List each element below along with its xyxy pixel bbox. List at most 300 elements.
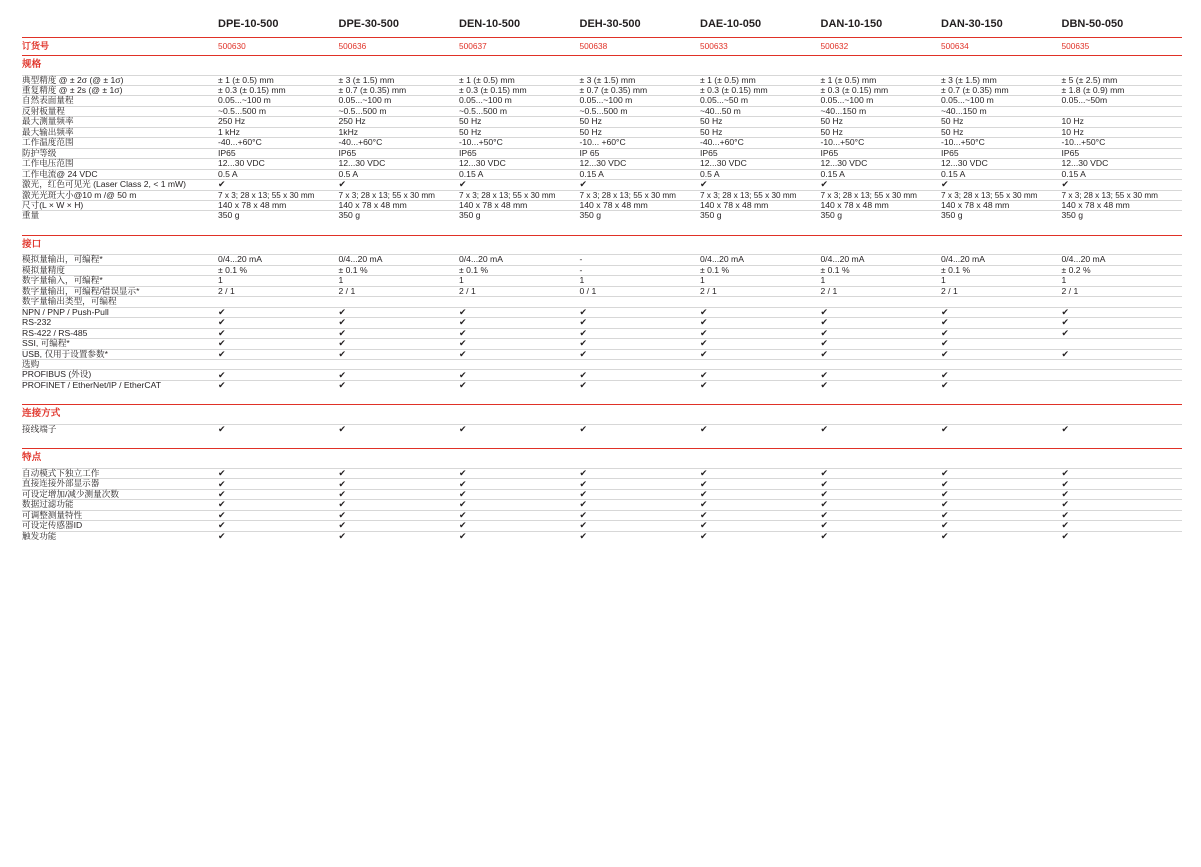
spec-value: 2 / 1 — [1062, 286, 1183, 296]
section-title-filler — [941, 449, 1062, 469]
check-mark: ✔ — [941, 307, 1062, 317]
check-mark: ✔ — [459, 180, 580, 190]
spec-value: 12...30 VDC — [218, 159, 339, 169]
spec-value — [339, 359, 460, 369]
spec-value — [459, 359, 580, 369]
check-mark: ✔ — [821, 370, 942, 380]
check-mark — [1062, 339, 1183, 349]
section-title: 规格 — [22, 55, 218, 75]
check-mark: ✔ — [339, 500, 460, 510]
row-label: 尺寸(L × W × H) — [22, 200, 218, 210]
check-mark: ✔ — [580, 479, 701, 489]
check-mark — [1062, 370, 1183, 380]
spec-value: 12...30 VDC — [941, 159, 1062, 169]
check-mark: ✔ — [941, 521, 1062, 531]
spec-value: 0.15 A — [580, 169, 701, 179]
section-title-filler — [580, 55, 701, 75]
check-mark: ✔ — [941, 468, 1062, 478]
section-title-filler — [459, 449, 580, 469]
check-mark: ✔ — [580, 318, 701, 328]
check-mark: ✔ — [821, 307, 942, 317]
spec-value — [941, 359, 1062, 369]
spec-row — [22, 265, 1182, 275]
spec-value: IP 65 — [580, 148, 701, 158]
spec-value: 50 Hz — [700, 127, 821, 137]
spec-value: 7 x 3; 28 x 13; 55 x 30 mm — [1062, 190, 1183, 200]
section-title-filler — [941, 235, 1062, 255]
spec-value — [218, 297, 339, 307]
spec-value — [941, 297, 1062, 307]
spacer-cell — [22, 434, 1182, 449]
spec-value: 0.15 A — [1062, 169, 1183, 179]
section-spacer — [22, 390, 1182, 405]
spec-value: ± 0.7 (± 0.35) mm — [580, 85, 701, 95]
spec-row — [22, 479, 1182, 489]
check-mark: ✔ — [218, 500, 339, 510]
row-label: 订货号 — [22, 38, 218, 56]
check-mark: ✔ — [339, 180, 460, 190]
spec-value: 140 x 78 x 48 mm — [339, 200, 460, 210]
check-mark: ✔ — [821, 531, 942, 541]
check-mark: ✔ — [1062, 468, 1183, 478]
check-mark: ✔ — [700, 180, 821, 190]
spec-value: 0.05...~100 m — [459, 96, 580, 106]
check-mark: ✔ — [1062, 531, 1183, 541]
spec-row — [22, 190, 1182, 200]
check-mark: ✔ — [941, 328, 1062, 338]
check-mark: ✔ — [1062, 489, 1183, 499]
spec-value: 140 x 78 x 48 mm — [580, 200, 701, 210]
spec-row — [22, 200, 1182, 210]
check-mark: ✔ — [1062, 510, 1183, 520]
spec-value: 2 / 1 — [459, 286, 580, 296]
spec-row — [22, 297, 1182, 307]
section-title-row — [22, 449, 1182, 469]
section-title-filler — [1062, 55, 1183, 75]
check-mark: ✔ — [580, 328, 701, 338]
order-number-value: 500635 — [1062, 38, 1183, 56]
spec-value: 140 x 78 x 48 mm — [459, 200, 580, 210]
spec-value: 350 g — [459, 211, 580, 221]
row-label: 模拟量精度 — [22, 265, 218, 275]
section-title-row — [22, 55, 1182, 75]
spec-value: 50 Hz — [459, 117, 580, 127]
spec-value: ± 0.2 % — [1062, 265, 1183, 275]
row-label: 激光，红色可见光 (Laser Class 2, < 1 mW) — [22, 180, 218, 190]
spec-value: 350 g — [218, 211, 339, 221]
check-mark: ✔ — [580, 531, 701, 541]
spec-value: 0/4...20 mA — [459, 255, 580, 265]
section-title-filler — [700, 405, 821, 425]
check-mark: ✔ — [218, 339, 339, 349]
section-spacer — [22, 221, 1182, 236]
spec-value: ~40...150 m — [821, 106, 942, 116]
check-mark: ✔ — [339, 318, 460, 328]
check-mark: ✔ — [339, 521, 460, 531]
spec-value: 0/4...20 mA — [1062, 255, 1183, 265]
check-mark: ✔ — [580, 307, 701, 317]
check-mark: ✔ — [339, 531, 460, 541]
spec-value: 0.15 A — [821, 169, 942, 179]
check-mark: ✔ — [821, 349, 942, 359]
spec-value: 2 / 1 — [339, 286, 460, 296]
spec-row — [22, 307, 1182, 317]
spec-row — [22, 349, 1182, 359]
section-title: 特点 — [22, 449, 218, 469]
row-label: 接线端子 — [22, 424, 218, 434]
row-label: 数字量输出，可编程/错误显示* — [22, 286, 218, 296]
section-title-filler — [459, 235, 580, 255]
spec-row — [22, 127, 1182, 137]
check-mark: ✔ — [1062, 500, 1183, 510]
spec-value: 0.05...~100 m — [941, 96, 1062, 106]
spec-value: 50 Hz — [941, 127, 1062, 137]
spec-value: 140 x 78 x 48 mm — [700, 200, 821, 210]
check-mark: ✔ — [700, 531, 821, 541]
check-mark: ✔ — [218, 479, 339, 489]
check-mark: ✔ — [459, 500, 580, 510]
column-header-3: DEN-10-500 — [459, 18, 521, 30]
spec-value: 0.05...~50 m — [700, 96, 821, 106]
spec-value: 1 — [821, 276, 942, 286]
spec-value: 10 Hz — [1062, 117, 1183, 127]
spec-value: ± 1 (± 0.5) mm — [459, 75, 580, 85]
spec-value: -10... +60°C — [580, 138, 701, 148]
row-label: 触发功能 — [22, 531, 218, 541]
check-mark: ✔ — [700, 349, 821, 359]
check-mark: ✔ — [821, 318, 942, 328]
spec-value: 50 Hz — [580, 127, 701, 137]
row-label: 可调整测量特性 — [22, 510, 218, 520]
check-mark: ✔ — [339, 307, 460, 317]
spec-value: 1 — [941, 276, 1062, 286]
check-mark: ✔ — [459, 531, 580, 541]
spec-row — [22, 286, 1182, 296]
section-title-filler — [218, 55, 339, 75]
section-spacer — [22, 434, 1182, 449]
section-title-filler — [339, 405, 460, 425]
row-label: 激光光斑大小@10 m /@ 50 m — [22, 190, 218, 200]
spec-value — [821, 359, 942, 369]
check-mark: ✔ — [580, 180, 701, 190]
spec-value: ± 1.8 (± 0.9) mm — [1062, 85, 1183, 95]
check-mark: ✔ — [218, 380, 339, 390]
spec-value: 0.15 A — [941, 169, 1062, 179]
row-label: 数据过滤功能 — [22, 500, 218, 510]
row-label: 自动模式下独立工作 — [22, 468, 218, 478]
spec-value: ± 3 (± 1.5) mm — [339, 75, 460, 85]
spec-value: 12...30 VDC — [1062, 159, 1183, 169]
check-mark: ✔ — [218, 328, 339, 338]
check-mark: ✔ — [218, 318, 339, 328]
section-title-filler — [339, 235, 460, 255]
spec-value: 1 kHz — [218, 127, 339, 137]
check-mark: ✔ — [1062, 180, 1183, 190]
check-mark: ✔ — [459, 328, 580, 338]
spec-value: 7 x 3; 28 x 13; 55 x 30 mm — [821, 190, 942, 200]
spec-value: 0/4...20 mA — [700, 255, 821, 265]
section-title-filler — [1062, 449, 1183, 469]
spec-value: 7 x 3; 28 x 13; 55 x 30 mm — [339, 190, 460, 200]
spec-value: ± 0.1 % — [339, 265, 460, 275]
spec-value: ~0.5...500 m — [218, 106, 339, 116]
check-mark: ✔ — [941, 370, 1062, 380]
row-label: 数字量输出类型，可编程 — [22, 297, 218, 307]
check-mark: ✔ — [941, 349, 1062, 359]
section-title-row — [22, 405, 1182, 425]
spec-value: IP65 — [218, 148, 339, 158]
spec-value: -10...+50°C — [1062, 138, 1183, 148]
check-mark: ✔ — [580, 380, 701, 390]
spec-value: ± 3 (± 1.5) mm — [580, 75, 701, 85]
check-mark: ✔ — [459, 468, 580, 478]
column-header-7: DAN-30-150 — [941, 18, 1003, 30]
spec-value — [1062, 106, 1183, 116]
spec-value: - — [580, 265, 701, 275]
row-label: 重量 — [22, 211, 218, 221]
spec-value: 2 / 1 — [941, 286, 1062, 296]
spec-row — [22, 521, 1182, 531]
check-mark: ✔ — [1062, 349, 1183, 359]
spec-value: ± 0.1 % — [821, 265, 942, 275]
check-mark: ✔ — [821, 510, 942, 520]
section-title-filler — [821, 55, 942, 75]
spec-value: ± 0.3 (± 0.15) mm — [700, 85, 821, 95]
check-mark: ✔ — [941, 380, 1062, 390]
spec-value: ± 0.1 % — [459, 265, 580, 275]
check-mark: ✔ — [218, 370, 339, 380]
check-mark: ✔ — [580, 489, 701, 499]
spec-value: 10 Hz — [1062, 127, 1183, 137]
check-mark: ✔ — [821, 380, 942, 390]
row-label: 可设定传感器ID — [22, 521, 218, 531]
check-mark: ✔ — [1062, 424, 1183, 434]
row-label: 重复精度 @ ± 2s (@ ± 1σ) — [22, 85, 218, 95]
spec-value: 7 x 3; 28 x 13; 55 x 30 mm — [941, 190, 1062, 200]
check-mark: ✔ — [459, 318, 580, 328]
spec-value: 1 — [580, 276, 701, 286]
spec-value — [1062, 359, 1183, 369]
section-title-filler — [580, 405, 701, 425]
spec-sheet-page — [0, 18, 1201, 867]
row-label: RS-422 / RS-485 — [22, 328, 218, 338]
spec-value: 50 Hz — [700, 117, 821, 127]
spec-value: ~40...150 m — [941, 106, 1062, 116]
spec-row — [22, 211, 1182, 221]
spec-row — [22, 117, 1182, 127]
spec-value: 250 Hz — [339, 117, 460, 127]
check-mark: ✔ — [459, 307, 580, 317]
check-mark: ✔ — [941, 479, 1062, 489]
section-title-filler — [339, 55, 460, 75]
check-mark: ✔ — [339, 510, 460, 520]
spec-row — [22, 510, 1182, 520]
section-title: 连接方式 — [22, 405, 218, 425]
spec-value: ± 5 (± 2.5) mm — [1062, 75, 1183, 85]
check-mark: ✔ — [580, 339, 701, 349]
spec-value: 50 Hz — [821, 117, 942, 127]
row-label: PROFINET / EtherNet/IP / EtherCAT — [22, 380, 218, 390]
spec-value: 1 — [459, 276, 580, 286]
row-label: 工作电压范围 — [22, 159, 218, 169]
spec-value — [459, 297, 580, 307]
check-mark: ✔ — [218, 468, 339, 478]
spec-value: IP65 — [339, 148, 460, 158]
check-mark: ✔ — [821, 489, 942, 499]
check-mark: ✔ — [1062, 328, 1183, 338]
spec-row — [22, 318, 1182, 328]
spec-value — [580, 297, 701, 307]
row-label: 防护等级 — [22, 148, 218, 158]
column-header-6: DAN-10-150 — [820, 18, 883, 30]
row-label: 选购 — [22, 359, 218, 369]
spec-value: 0.5 A — [700, 169, 821, 179]
row-label: 反射板量程 — [22, 106, 218, 116]
spec-value: 12...30 VDC — [821, 159, 942, 169]
row-label: USB, 仅用于设置参数* — [22, 349, 218, 359]
row-label: SSI, 可编程* — [22, 339, 218, 349]
check-mark: ✔ — [459, 489, 580, 499]
spec-value: 50 Hz — [821, 127, 942, 137]
spec-row — [22, 500, 1182, 510]
row-label: RS-232 — [22, 318, 218, 328]
spec-value: 0.05...~100 m — [218, 96, 339, 106]
check-mark: ✔ — [218, 531, 339, 541]
spec-value: 140 x 78 x 48 mm — [941, 200, 1062, 210]
spec-value: ~0.5...500 m — [580, 106, 701, 116]
section-title-filler — [941, 55, 1062, 75]
row-label: NPN / PNP / Push-Pull — [22, 307, 218, 317]
check-mark: ✔ — [459, 370, 580, 380]
check-mark: ✔ — [821, 328, 942, 338]
check-mark: ✔ — [339, 349, 460, 359]
section-title-filler — [941, 405, 1062, 425]
spec-value: 1kHz — [339, 127, 460, 137]
spec-value — [580, 359, 701, 369]
check-mark: ✔ — [700, 500, 821, 510]
spec-value: 350 g — [941, 211, 1062, 221]
spec-value: IP65 — [821, 148, 942, 158]
check-mark: ✔ — [1062, 318, 1183, 328]
spec-value: IP65 — [1062, 148, 1183, 158]
check-mark: ✔ — [700, 370, 821, 380]
section-title-filler — [1062, 235, 1183, 255]
check-mark: ✔ — [218, 521, 339, 531]
check-mark: ✔ — [218, 349, 339, 359]
spec-value: 7 x 3; 28 x 13; 55 x 30 mm — [459, 190, 580, 200]
spec-value: ± 0.1 % — [218, 265, 339, 275]
check-mark: ✔ — [700, 489, 821, 499]
spec-value: ± 0.3 (± 0.15) mm — [218, 85, 339, 95]
check-mark: ✔ — [339, 424, 460, 434]
check-mark: ✔ — [700, 510, 821, 520]
spec-value: 0/4...20 mA — [339, 255, 460, 265]
section-title-filler — [459, 405, 580, 425]
check-mark: ✔ — [700, 424, 821, 434]
spec-value: ± 0.3 (± 0.15) mm — [821, 85, 942, 95]
spec-value: 350 g — [700, 211, 821, 221]
spec-value: ± 0.7 (± 0.35) mm — [941, 85, 1062, 95]
section-title-filler — [700, 235, 821, 255]
spec-value: 50 Hz — [941, 117, 1062, 127]
spec-row — [22, 328, 1182, 338]
check-mark: ✔ — [218, 510, 339, 520]
spacer-cell — [22, 390, 1182, 405]
check-mark: ✔ — [700, 468, 821, 478]
spec-value: 0.5 A — [339, 169, 460, 179]
spec-value: ± 0.3 (± 0.15) mm — [459, 85, 580, 95]
check-mark: ✔ — [218, 489, 339, 499]
spec-value: 50 Hz — [580, 117, 701, 127]
section-title-row — [22, 235, 1182, 255]
spec-row — [22, 276, 1182, 286]
spec-row — [22, 339, 1182, 349]
spec-value: ~0.5...500 m — [459, 106, 580, 116]
order-number-value: 500634 — [941, 38, 1062, 56]
check-mark: ✔ — [700, 318, 821, 328]
check-mark: ✔ — [339, 489, 460, 499]
check-mark: ✔ — [580, 370, 701, 380]
row-label: 直接连接外部显示器 — [22, 479, 218, 489]
spec-value: 12...30 VDC — [459, 159, 580, 169]
spec-value: 140 x 78 x 48 mm — [1062, 200, 1183, 210]
order-number-value: 500637 — [459, 38, 580, 56]
row-label: 工作电流@ 24 VDC — [22, 169, 218, 179]
spec-value: 2 / 1 — [218, 286, 339, 296]
spec-value: 350 g — [339, 211, 460, 221]
column-header-5: DAE-10-050 — [700, 18, 762, 30]
spec-row — [22, 370, 1182, 380]
spec-value: 350 g — [580, 211, 701, 221]
spec-value — [700, 359, 821, 369]
check-mark: ✔ — [1062, 307, 1183, 317]
spec-value: 350 g — [1062, 211, 1183, 221]
check-mark: ✔ — [1062, 479, 1183, 489]
check-mark: ✔ — [700, 479, 821, 489]
check-mark: ✔ — [339, 479, 460, 489]
spec-value — [339, 297, 460, 307]
check-mark: ✔ — [339, 370, 460, 380]
spec-value: ± 1 (± 0.5) mm — [821, 75, 942, 85]
order-number-row — [22, 38, 1182, 56]
column-header-4: DEH-30-500 — [579, 18, 641, 30]
spec-value: 0/4...20 mA — [218, 255, 339, 265]
check-mark: ✔ — [459, 510, 580, 520]
section-title-filler — [218, 405, 339, 425]
specification-table — [22, 18, 1182, 541]
spec-row — [22, 169, 1182, 179]
spec-row — [22, 468, 1182, 478]
spec-row — [22, 159, 1182, 169]
spec-value: -10...+50°C — [459, 138, 580, 148]
spec-value: IP65 — [700, 148, 821, 158]
spec-row — [22, 180, 1182, 190]
spec-value: 7 x 3; 28 x 13; 55 x 30 mm — [580, 190, 701, 200]
check-mark: ✔ — [339, 339, 460, 349]
check-mark: ✔ — [459, 339, 580, 349]
spec-value: 0.5 A — [218, 169, 339, 179]
spec-row — [22, 96, 1182, 106]
section-title-filler — [339, 449, 460, 469]
check-mark: ✔ — [580, 500, 701, 510]
spec-row — [22, 75, 1182, 85]
check-mark: ✔ — [339, 380, 460, 390]
spec-value: ± 0.1 % — [941, 265, 1062, 275]
check-mark: ✔ — [700, 339, 821, 349]
section-title-filler — [700, 449, 821, 469]
order-number-value: 500633 — [700, 38, 821, 56]
spec-row — [22, 380, 1182, 390]
